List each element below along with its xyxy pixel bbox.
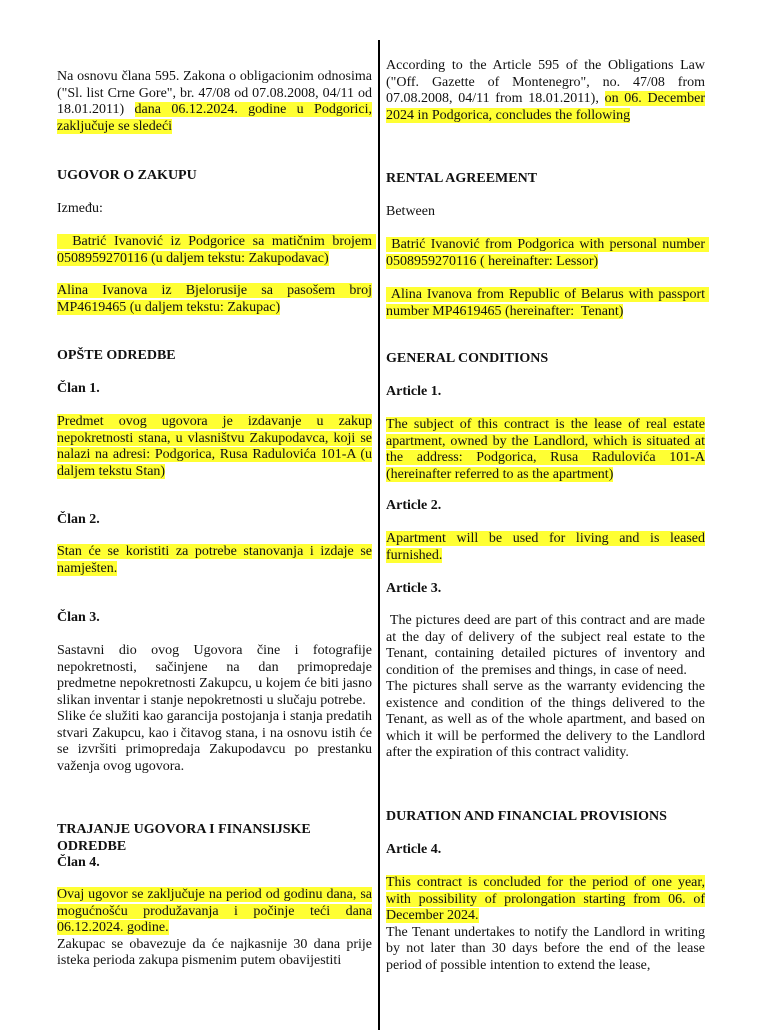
article-3-body-b: Slike će služiti kao garancija postojanja i stanja predatih stvari Zakupcu, kao i čitavog stana, i na osnovu istih će se izvršiti primopredaja Zakupodavcu po prestanku važenja ovog ugovora. — [57, 709, 372, 774]
article-3-heading: Article 3. — [386, 581, 442, 596]
column-divider — [378, 40, 380, 1030]
section-heading-general: GENERAL CONDITIONS — [386, 351, 549, 366]
article-1-heading: Article 1. — [386, 384, 442, 399]
article-2-text — [386, 531, 705, 564]
article-2-heading: Član 2. — [57, 512, 100, 527]
article-4-text — [386, 875, 705, 974]
contract-title: UGOVOR O ZAKUPU — [57, 168, 197, 183]
article-2-text — [57, 544, 372, 577]
intro-highlighted: dana 06.12.2024. godine u Podgorici, zaključuje se sledeći — [57, 102, 372, 134]
article-1-body: The subject of this contract is the lease of real estate apartment, owned by the Landlord, which is situated at the address: Podgorica, Rusa Radulovića 101-A (hereinafter referred to as the apartment) — [386, 417, 705, 482]
article-2-body: Stan će se koristiti za potrebe stanovanja i izdaje se namješten. — [57, 544, 372, 576]
article-3-body-a: The pictures deed are part of this contract and are made at the day of delivery of the subject real estate to the Tenant, containing detailed pictures of inventory and condition of the premises and things, in case of need. — [386, 613, 709, 678]
article-1-text — [57, 414, 372, 480]
intro-paragraph — [57, 69, 372, 135]
party-lessor — [386, 237, 709, 270]
article-4-heading: Član 4. — [57, 855, 100, 870]
article-2-body: Apartment will be used for living and is leased furnished. — [386, 531, 705, 563]
article-4-body: This contract is concluded for the period of one year, with possibility of prolongation starting from 06. of December 2024. — [386, 875, 705, 923]
article-4-body-b: Zakupac se obavezuje da će najkasnije 30 dana prije isteka perioda zakupa pismenim putem obavijestiti — [57, 936, 372, 968]
intro-text: According to the Article 595 of the Obligations Law ("Off. Gazette of Montenegro", no. 47/08 from 07.08.2008, 04/11 from 18.01.2011), — [386, 58, 705, 106]
party-tenant — [57, 283, 372, 316]
section-heading-duration: DURATION AND FINANCIAL PROVISIONS — [386, 809, 667, 824]
section-heading-general: OPŠTE ODREDBE — [57, 348, 176, 363]
article-4-body: Ovaj ugovor se zaključuje na period od godinu dana, sa mogućnošću produžavanja i počinje teći dana 06.12.2024. godine. — [57, 887, 372, 935]
article-3-body-b: The pictures shall serve as the warranty evidencing the existence and condition of the things delivered to the Tenant, as well as of the whole apartment, and based on which it will be performed the delivery to the Landlord after the expiration of this contract validity. — [386, 679, 709, 760]
between-label: Between — [386, 204, 435, 219]
section-heading-duration: TRAJANJE UGOVORA I FINANSIJSKE ODREDBE — [57, 822, 311, 854]
article-4-heading: Article 4. — [386, 842, 442, 857]
article-3-text — [386, 613, 709, 762]
article-3-text — [57, 643, 372, 775]
article-4-text — [57, 887, 372, 970]
article-1-text — [386, 417, 705, 483]
article-3-body-a: Sastavni dio ovog Ugovora čine i fotografije nepokretnosti, sačinjene na dan primopredaje predmetne nepokretnosti Zakupcu, u kojem će biti jasno slikan inventar i stanje nepokretnosti u slučaju potrebe. — [57, 643, 372, 708]
intro-paragraph — [386, 58, 705, 124]
article-2-heading: Article 2. — [386, 498, 442, 513]
party-tenant-text: Alina Ivanova iz Bjelorusije sa pasošem broj MP4619465 (u daljem tekstu: Zakupac) — [57, 283, 372, 315]
article-4-body-b: The Tenant undertakes to notify the Landlord in writing by not later than 30 days before the end of the lease period of possible intention to extend the lease, — [386, 924, 705, 973]
party-lessor — [57, 234, 376, 267]
party-tenant — [386, 287, 709, 320]
article-1-heading: Član 1. — [57, 381, 100, 396]
article-1-body: Predmet ovog ugovora je izdavanje u zakup nepokretnosti stana, u vlasništvu Zakupodavca, koji se nalazi na adresi: Podgorica, Rusa Radulovića 101-A (u daljem tekstu Stan) — [57, 414, 372, 479]
contract-title: RENTAL AGREEMENT — [386, 171, 538, 186]
between-label: Između: — [57, 201, 103, 216]
intro-highlighted: on 06. December 2024 in Podgorica, concludes the following — [386, 91, 705, 123]
intro-text: Na osnovu člana 595. Zakona o obligacionim odnosima ("Sl. list Crne Gore", br. 47/08 od 07.08.2008, 04/11 od 18.01.2011) — [57, 69, 372, 117]
article-3-heading: Član 3. — [57, 610, 100, 625]
party-tenant-text: Alina Ivanova from Republic of Belarus with passport number MP4619465 (hereinafter: Tenant) — [386, 287, 709, 319]
party-lessor-text: Batrić Ivanović iz Podgorice sa matičnim brojem 0508959270116 (u daljem tekstu: Zakupodavac) — [57, 234, 376, 266]
party-lessor-text: Batrić Ivanović from Podgorica with personal number 0508959270116 ( hereinafter: Lessor) — [386, 237, 709, 269]
